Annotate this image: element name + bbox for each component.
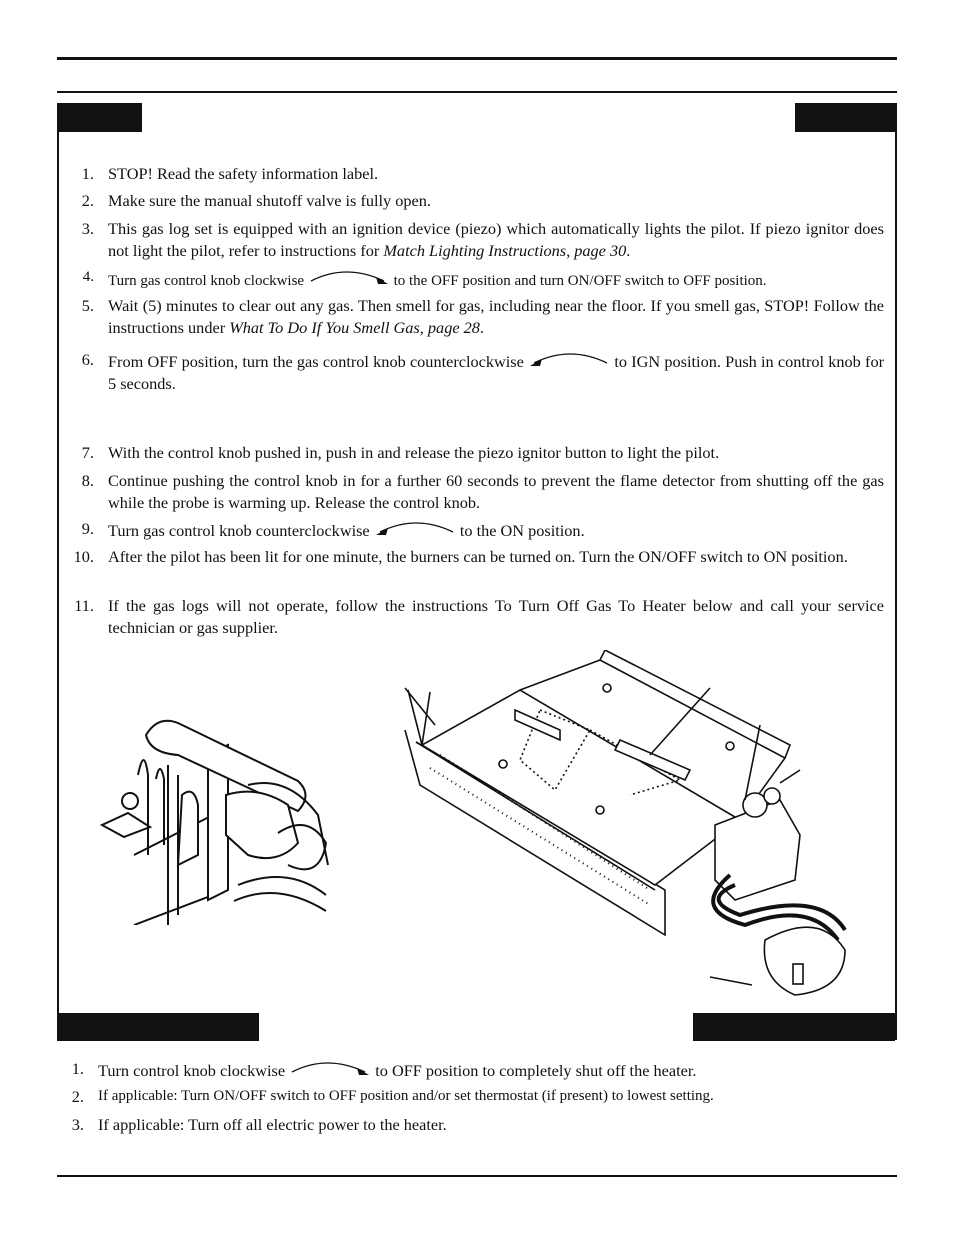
step-text [108, 518, 884, 542]
counterclockwise-arrow-icon [528, 349, 610, 371]
section-rule [57, 91, 897, 93]
step-text-end: . [479, 317, 484, 337]
step-number: 2. [71, 1087, 84, 1106]
step-number: 9. [81, 519, 94, 538]
step-text-after: to OFF position to completely shut off the heater. [375, 1061, 697, 1080]
step-text: STOP! Read the safety information label. [108, 164, 379, 183]
step-number: 1. [71, 1059, 84, 1078]
step-number: 4. [82, 269, 94, 285]
counterclockwise-arrow-icon [374, 518, 456, 540]
pilot-assembly-illustration [98, 715, 330, 925]
step-text-after: to the ON position. [459, 521, 585, 540]
step-text-after: to the OFF position and turn ON/OFF switch to OFF position. [393, 273, 767, 289]
step-text-before: Turn gas control knob clockwise [108, 273, 305, 289]
step-number: 7. [81, 443, 94, 462]
step-text-after: to IGN position. Push in control knob for 5 seconds. [108, 352, 885, 393]
header-tab-left [57, 103, 142, 132]
step-text: Continue pushing the control knob in for a further 60 seconds to prevent the flame detector from shutting off the gas while the probe is warming up. Release the control knob. [108, 471, 884, 512]
step-text-before: From OFF position, turn the gas control knob counterclockwise [108, 352, 524, 371]
top-rule [57, 57, 897, 60]
step-text: If applicable: Turn ON/OFF switch to OFF position and/or set thermostat (if present) to lowest setting. [98, 1088, 714, 1104]
step-number: 11. [74, 596, 94, 615]
step-text-before: Turn control knob clockwise [98, 1061, 286, 1080]
page-reference: Match Lighting Instructions, page 30 [383, 240, 627, 260]
step-text: If the gas logs will not operate, follow the instructions To Turn Off Gas To Heater below and call your service technician or gas supplier. [108, 596, 884, 637]
header-tab-right [795, 103, 897, 132]
footer-tab-left [57, 1013, 259, 1041]
step-text [108, 267, 884, 293]
footer-tab-right [693, 1013, 895, 1041]
step-number: 2. [81, 191, 94, 210]
step-text [98, 1058, 884, 1082]
step-text: If applicable: Turn off all electric power to the heater. [98, 1115, 447, 1134]
step-text [108, 218, 884, 261]
step-text-end: . [626, 240, 631, 260]
clockwise-arrow-icon [308, 267, 390, 289]
step-number: 8. [81, 471, 94, 490]
step-number: 1. [81, 164, 94, 183]
step-number: 10. [73, 547, 94, 566]
clockwise-arrow-icon [289, 1058, 371, 1080]
step-number: 3. [81, 219, 94, 238]
step-number: 6. [81, 350, 94, 369]
step-text [108, 349, 884, 394]
step-text: With the control knob pushed in, push in and release the piezo ignitor button to light the pilot. [108, 443, 720, 462]
step-text-main: This gas log set is equipped with an ignition device (piezo) which automatically lights the pilot. If piezo ignitor does not light the pilot, refer to instructions for [108, 219, 884, 260]
bottom-rule [57, 1175, 897, 1177]
step-number: 3. [71, 1115, 84, 1134]
step-text-before: Turn gas control knob counterclockwise [108, 521, 370, 540]
step-number: 5. [81, 296, 94, 315]
page-reference: What To Do If You Smell Gas, page 28 [229, 317, 480, 337]
step-text: After the pilot has been lit for one minute, the burners can be turned on. Turn the ON/OFF switch to ON position. [108, 547, 848, 566]
burner-assembly-illustration [400, 650, 850, 1005]
step-text [108, 295, 884, 338]
step-text: Make sure the manual shutoff valve is fully open. [108, 191, 431, 210]
step-text-main: Wait (5) minutes to clear out any gas. Then smell for gas, including near the floor. If you smell gas, STOP! Follow the instructions under [108, 296, 884, 337]
